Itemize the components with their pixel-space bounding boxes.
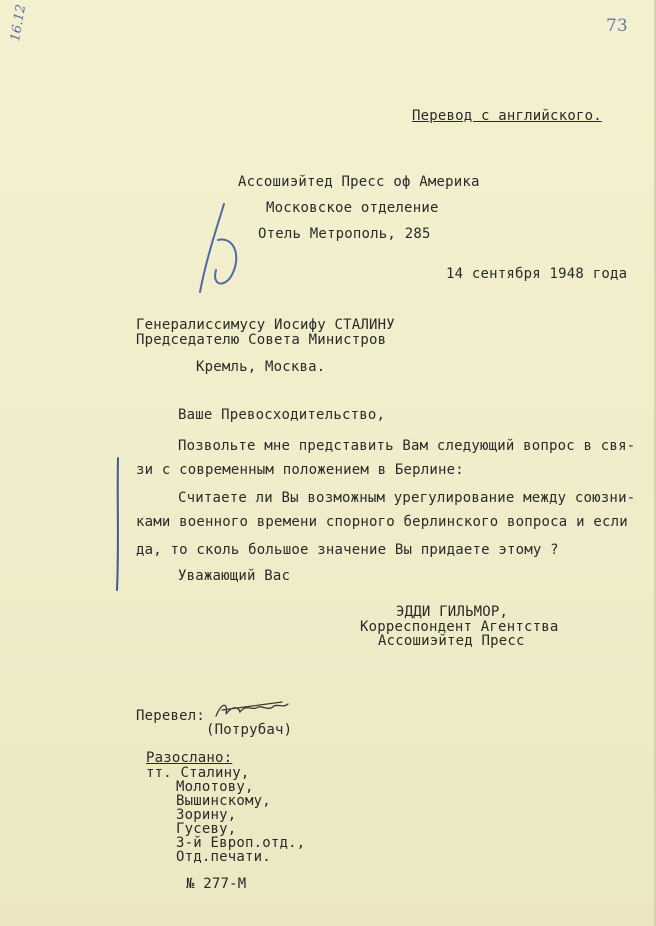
distribution-item: Вышинскому,	[176, 793, 271, 809]
addressee-line-3: Кремль, Москва.	[196, 359, 326, 375]
distribution-item: Молотову,	[176, 779, 254, 795]
signature-title-2: Ассошиэйтед Пресс	[378, 633, 525, 649]
distribution-item: Отд.печати.	[176, 849, 271, 865]
addressee-line-2: Председателю Совета Министров	[136, 332, 387, 348]
paragraph-1-line-1: Позвольте мне представить Вам следующий вопрос в свя-	[178, 438, 636, 454]
distribution-item: тт. Сталину,	[146, 765, 250, 781]
page-number: 73	[606, 16, 628, 36]
paragraph-2-line-2: ками военного времени спорного берлинского вопроса и если	[136, 514, 628, 530]
paragraph-2-line-3: да, то сколь большое значение Вы придаете этому ?	[136, 542, 559, 558]
translation-note: Перевод с английского.	[412, 108, 602, 124]
document-number: № 277-М	[186, 876, 247, 892]
translator-label: Перевел:	[136, 708, 206, 724]
translator-name: (Потрубач)	[206, 722, 293, 738]
letter-date: 14 сентября 1948 года	[446, 266, 628, 282]
paragraph-2-line-1: Считаете ли Вы возможным урегулирование между союзни-	[178, 490, 636, 506]
pencil-mark-icon	[196, 200, 246, 300]
distribution-item: 3-й Европ.отд.,	[176, 835, 306, 851]
paragraph-1-line-2: зи с современным положением в Берлине:	[136, 462, 464, 478]
closing: Уважающий Вас	[178, 568, 291, 584]
salutation: Ваше Превосходительство,	[178, 407, 386, 423]
signature-title-1: Корреспондент Агентства	[360, 619, 559, 635]
sender-line-2: Московское отделение	[266, 200, 439, 216]
distribution-item: Гусеву,	[176, 821, 237, 837]
distribution-item: Зорину,	[176, 807, 237, 823]
margin-line-icon	[112, 456, 124, 596]
sender-line-3: Отель Метрополь, 285	[258, 226, 431, 242]
corner-handwritten-note: 16.12	[8, 3, 30, 43]
addressee-line-1: Генералиссимусу Иосифу СТАЛИНУ	[136, 317, 395, 333]
signature-name: ЭДДИ ГИЛЬМОР,	[396, 604, 509, 620]
sender-line-1: Ассошиэйтед Пресс оф Америка	[238, 174, 480, 190]
translator-signature-icon	[212, 698, 292, 722]
distribution-label: Разослано:	[146, 750, 233, 766]
